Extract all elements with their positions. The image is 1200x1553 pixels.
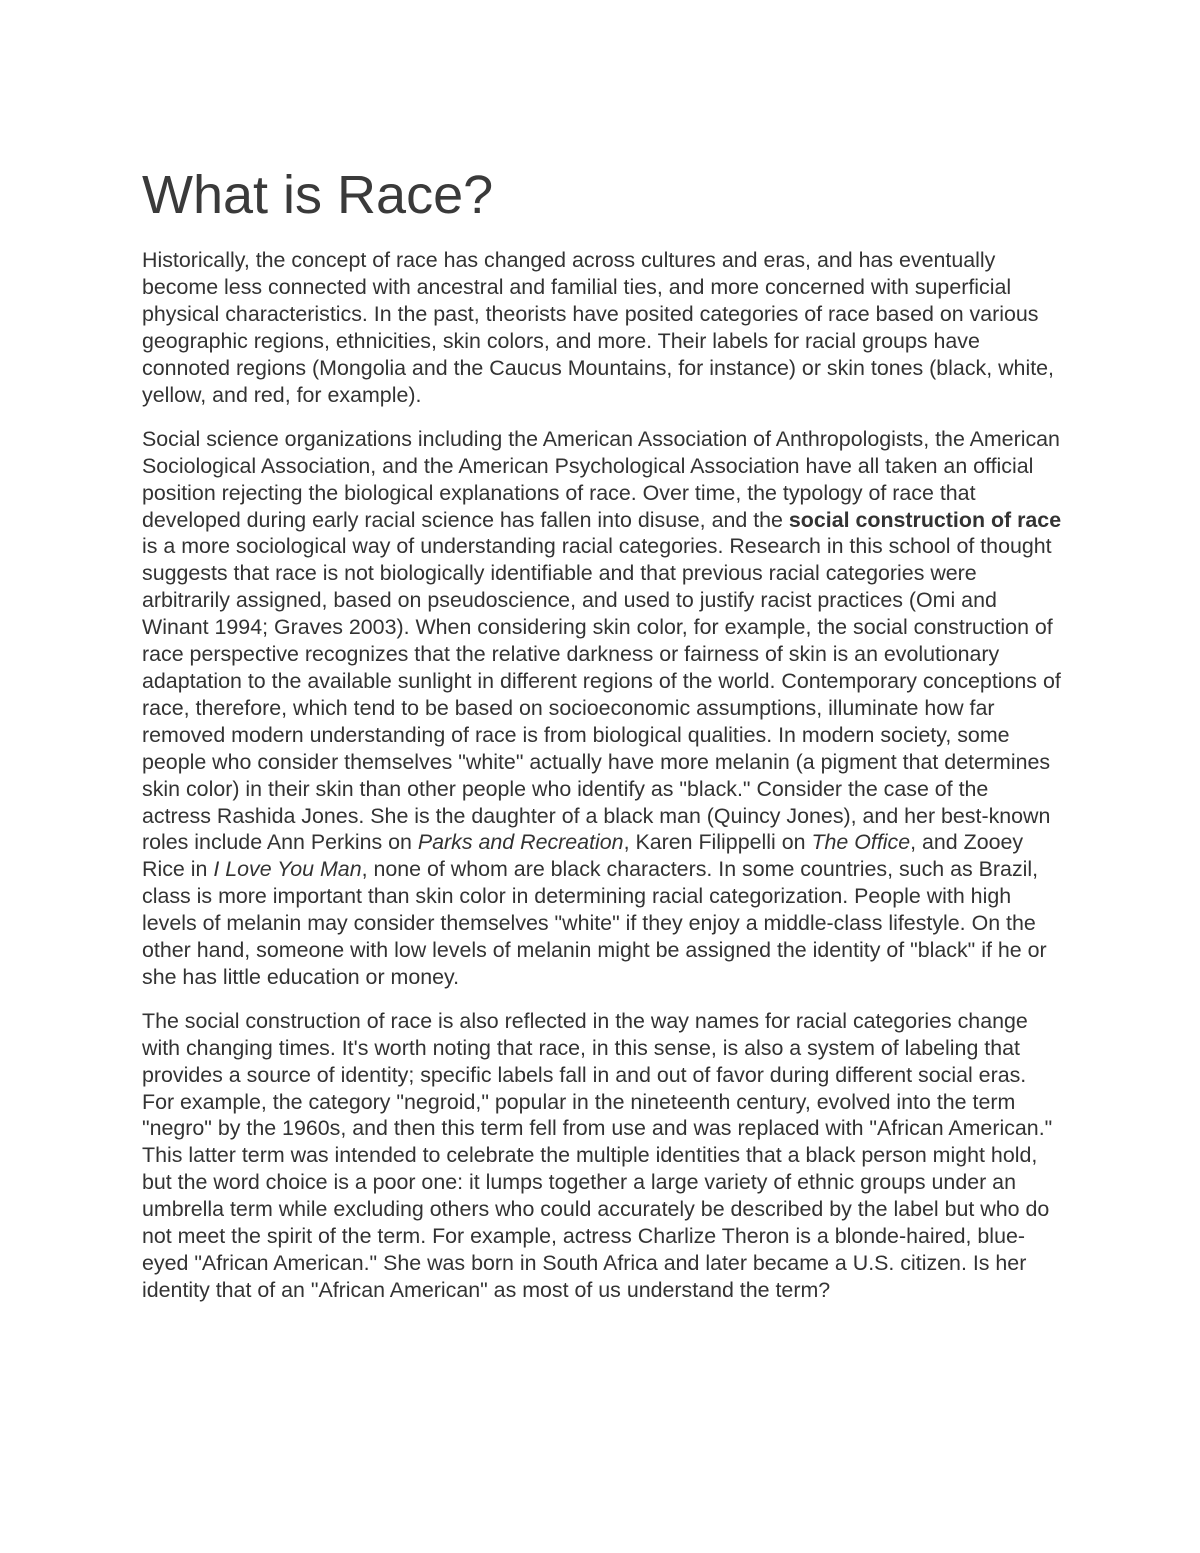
paragraph-1: Historically, the concept of race has changed across cultures and eras, and has eventually become less connected with ancestral and familial ties, and more concerned with superficial physical characteristics. In the past, theorists have posited categories of race based on various geographic regions, ethnicities, skin colors, and more. Their labels for racial groups have connoted regions (Mongolia and the Caucus Mountains, for instance) or skin tones (black, white, yellow, and red, for example). <box>142 248 1054 407</box>
document-page <box>142 166 1062 1321</box>
key-term-social-construction: social construction of race <box>788 507 1062 532</box>
paragraph-2-text-d: , and Zooey Rice in <box>142 830 1024 882</box>
paragraph-2 <box>142 426 1062 991</box>
page-title: What is Race? <box>142 165 494 225</box>
paragraph-2-text-e: , none of whom are black characters. In some countries, such as Brazil, class is more important than skin color in determining racial categorization. People with high levels of melanin may consider themselves "white" if they enjoy a middle-class lifestyle. On the other hand, someone with low levels of melanin might be assigned the identity of "black" if he or she has little education or money. <box>142 857 1047 989</box>
paragraph-2-text-a: Social science organizations including the American Association of Anthropologists, the American Sociological Association, and the American Psychological Association have all taken an official position rejecting the biological explanations of race. Over time, the typology of race that developed during early racial science has fallen into disuse, and the <box>142 426 1060 532</box>
paragraph-2-text-c: , Karen Filippelli on <box>623 830 812 855</box>
title-parks-and-recreation: Parks and Recreation <box>417 830 624 855</box>
paragraph-2-text-b: is a more sociological way of understanding racial categories. Research in this school of thought suggests that race is not biologically identifiable and that previous racial categories were arbitrarily assigned, based on pseudoscience, and used to justify racist practices (Omi and Winant 1994; Graves 2003). When considering skin color, for example, the social construction of race perspective recognizes that the relative darkness or fairness of skin is an evolutionary adaptation to the available sunlight in different regions of the world. Contemporary conceptions of race, therefore, which tend to be based on socioeconomic assumptions, illuminate how far removed modern understanding of race is from biological qualities. In modern society, some people who consider themselves "white" actually have more melanin (a pigment that determines skin color) in their skin than other people who identify as "black." Consider the case of the actress Rashida Jones. She is the daughter of a black man (Quincy Jones), and her best-known roles include Ann Perkins on <box>142 534 1061 855</box>
title-i-love-you-man: I Love You Man <box>213 857 362 882</box>
paragraph-3: The social construction of race is also reflected in the way names for racial categories change with changing times. It's worth noting that race, in this sense, is also a system of labeling that provides a source of identity; specific labels fall in and out of favor during different social eras. For example, the category "negroid," popular in the nineteenth century, evolved into the term "negro" by the 1960s, and then this term fell from use and was replaced with "African American." This latter term was intended to celebrate the multiple identities that a black person might hold, but the word choice is a poor one: it lumps together a large variety of ethnic groups under an umbrella term while excluding others who could accurately be described by the label but who do not meet the spirit of the term. For example, actress Charlize Theron is a blonde-haired, blue-eyed "African American." She was born in South Africa and later became a U.S. citizen. Is her identity that of an "African American" as most of us understand the term? <box>142 1008 1053 1302</box>
title-the-office: The Office <box>811 830 911 855</box>
